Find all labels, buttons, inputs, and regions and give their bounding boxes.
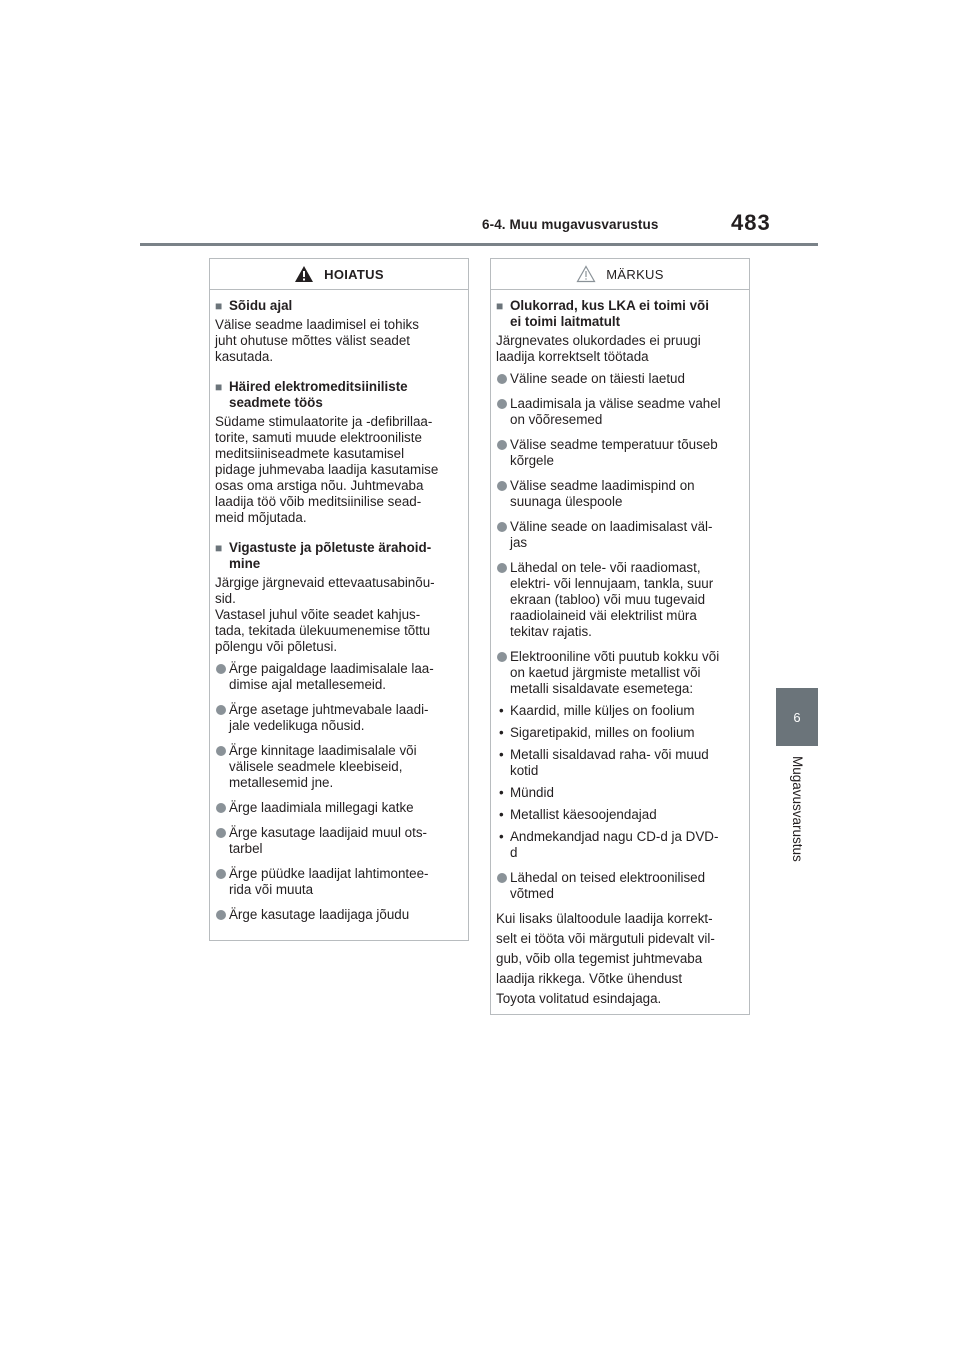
list-item-text: võtmed [510, 886, 554, 901]
list-item-text: suunaga ülespoole [510, 494, 623, 509]
body-line: torite, samuti muude elektrooniliste [215, 430, 422, 445]
dash-list-item: • Kaardid, mille küljes on foolium [499, 703, 695, 718]
body-line: Järgnevates olukordades ei pruugi [496, 333, 701, 348]
list-item-text: elektri- või lennujaam, tankla, suur [510, 576, 714, 591]
list-item [215, 743, 460, 791]
list-item-text: Ärge paigaldage laadimisalale laa- [229, 661, 434, 676]
bullet-dot-icon [215, 825, 229, 857]
list-item-text: kotid [510, 763, 539, 778]
warning-box [209, 258, 469, 941]
section-heading-text: seadmete töös [229, 395, 323, 410]
bullet-dot-icon [496, 396, 510, 428]
list-item-text: välisele seadmele kleebiseid, [229, 759, 403, 774]
dash-list-item: • Sigaretipakid, milles on foolium [499, 725, 695, 740]
list-item-text: Välise seadme temperatuur tõuseb [510, 437, 718, 452]
section-heading [496, 298, 741, 330]
list-item [496, 870, 741, 902]
warning-triangle-outline-icon [576, 265, 596, 283]
body-line: kasutada. [215, 349, 274, 364]
section-heading [215, 298, 460, 314]
chapter-tab[interactable] [776, 688, 818, 746]
list-item [496, 478, 741, 510]
bullet-dot-icon [215, 907, 229, 923]
list-item-text: tekitav rajatis. [510, 624, 592, 639]
list-item-text: Ärge kasutage laadijaid muul ots- [229, 825, 427, 840]
list-item-text: Laadimisala ja välise seadme vahel [510, 396, 721, 411]
list-item [496, 519, 741, 551]
body-line: sid. [215, 591, 236, 606]
body-line: Välise seadme laadimisel ei tohiks [215, 317, 419, 332]
list-item [496, 396, 741, 428]
list-item-text: Andmekandjad nagu CD-d ja DVD- [510, 829, 719, 844]
list-item [496, 560, 741, 640]
list-item-text: Ärge laadimiala millegagi katke [229, 800, 414, 815]
list-item [215, 800, 460, 816]
dash-list-item: • Andmekandjad nagu CD-d ja DVD- d [499, 829, 719, 860]
body-line: Südame stimulaatorite ja -defibrillaa- [215, 414, 433, 429]
warning-title: HOIATUS [324, 266, 384, 282]
warning-triangle-filled-icon [294, 265, 314, 283]
body-line: Kui lisaks ülaltoodule laadija korrekt- [496, 911, 713, 926]
body-line: osas oma arstiga nõu. Juhtmevaba [215, 478, 424, 493]
list-item-text: Välise seadme laadimispind on [510, 478, 695, 493]
notice-box-body [491, 290, 749, 1009]
list-item-text: metallesemid jne. [229, 775, 334, 790]
body-line: põlengu või põletusi. [215, 639, 338, 654]
list-item-text: Ärge püüdke laadijat lahtimontee- [229, 866, 429, 881]
notice-box-header [491, 259, 749, 290]
body-line: Vastasel juhul võite seadet kahjus- [215, 607, 421, 622]
section-heading-text: Vigastuste ja põletuste ärahoid- [229, 540, 432, 555]
list-item-text: Ärge kasutage laadijaga jõudu [229, 907, 410, 922]
list-item-text: Väline seade on laadimisalast väl- [510, 519, 713, 534]
bullet-dot-icon [215, 800, 229, 816]
list-item-text: dimise ajal metallesemeid. [229, 677, 387, 692]
section-heading-text: ei toimi laitmatult [510, 314, 621, 329]
list-item-text: Väline seade on täiesti laetud [510, 371, 685, 386]
warning-box-header [210, 259, 468, 290]
section-heading-text: Häired elektromeditsiiniliste [229, 379, 408, 394]
body-line: juht ohutuse mõttes välist seadet [215, 333, 411, 348]
list-item-text: on kaetud järgmiste metallist või [510, 665, 701, 680]
list-item [215, 661, 460, 693]
bullet-dot-icon [496, 437, 510, 469]
list-item-text: on võõresemed [510, 412, 603, 427]
body-line: meid mõjutada. [215, 510, 307, 525]
list-item [215, 866, 460, 898]
body-line: gub, võib olla tegemist juhtmevaba [496, 951, 703, 966]
section-heading [215, 379, 460, 411]
list-item-text: kõrgele [510, 453, 554, 468]
list-item [215, 702, 460, 734]
list-item-text: Ärge kinnitage laadimisalale või [229, 743, 417, 758]
bullet-dot-icon [215, 702, 229, 734]
dash-list-item: • Mündid [499, 785, 554, 800]
list-item-text: Kaardid, mille küljes on foolium [510, 703, 695, 718]
list-item [215, 825, 460, 857]
body-line: meditsiiniseadmete kasutamisel [215, 446, 405, 461]
list-item-text: Ärge asetage juhtmevabale laadi- [229, 702, 429, 717]
bullet-dot-icon [496, 371, 510, 387]
list-item-text: rida või muuta [229, 882, 314, 897]
body-line: Toyota volitatud esindajaga. [496, 991, 662, 1006]
bullet-dot-icon [215, 661, 229, 693]
bullet-dot-icon [215, 866, 229, 898]
list-item-text: jale vedelikuga nõusid. [229, 718, 365, 733]
notice-title: MÄRKUS [606, 266, 664, 282]
section-heading [215, 540, 460, 572]
square-bullet-icon: ■ [215, 541, 223, 555]
dash-list-item: • Metalli sisaldavad raha- või muud kotid [499, 747, 709, 778]
list-item-text: raadiolaineid väi elektrilist müra [510, 608, 697, 623]
list-item-text: Lähedal on teised elektroonilised [510, 870, 706, 885]
closing-paragraph [496, 909, 741, 1009]
list-item-text: Mündid [510, 785, 554, 800]
list-item-text: Sigaretipakid, milles on foolium [510, 725, 695, 740]
body-line: laadija korrektselt töötada [496, 349, 649, 364]
list-item-text: Metallist käesoojendajad [510, 807, 657, 822]
list-item-text: tarbel [229, 841, 263, 856]
bullet-dot-icon [496, 649, 510, 697]
section-heading-text: mine [229, 556, 261, 571]
list-item [496, 371, 741, 387]
list-item [496, 437, 741, 469]
bullet-dot-icon [496, 560, 510, 640]
notice-box [490, 258, 750, 1015]
bullet-dot-icon [496, 519, 510, 551]
list-item-text: ekraan (tabloo) või muu tugevaid [510, 592, 706, 607]
section-heading-text: Olukorrad, kus LKA ei toimi või [510, 298, 709, 313]
list-item-text: jas [510, 535, 528, 550]
list-item [215, 907, 460, 923]
page-number: 483 [731, 210, 771, 235]
list-item-text: Lähedal on tele- või raadiomast, [510, 560, 701, 575]
dash-list-item: • Metallist käesoojendajad [499, 807, 657, 822]
warning-box-body [210, 290, 468, 923]
section-title: 6-4. Muu mugavusvarustus [482, 217, 659, 232]
header-divider [140, 243, 818, 246]
list-item [496, 649, 741, 697]
list-item-text: Elektrooniline võti puutub kokku või [510, 649, 720, 664]
square-bullet-icon: ■ [496, 299, 504, 313]
body-line: selt ei tööta või märgutuli pidevalt vil- [496, 931, 715, 946]
list-item-text: d [510, 845, 518, 860]
bullet-dot-icon [496, 870, 510, 902]
chapter-label: Mugavusvarustus [790, 756, 805, 862]
body-line: laadija töö võib meditsiinilise sead- [215, 494, 422, 509]
body-line: tada, tekitada ülekuumenemise tõttu [215, 623, 431, 638]
body-line: pidage juhmevaba laadija kasutamise [215, 462, 439, 477]
square-bullet-icon: ■ [215, 380, 223, 394]
bullet-dot-icon [215, 743, 229, 791]
section-heading-text: Sõidu ajal [229, 298, 293, 313]
list-item-text: metalli sisaldavate esemetega: [510, 681, 694, 696]
body-line: laadija rikkega. Võtke ühendust [496, 971, 683, 986]
chapter-number: 6 [793, 709, 801, 725]
bullet-dot-icon [496, 478, 510, 510]
body-line: Järgige järgnevaid ettevaatusabinõu- [215, 575, 435, 590]
list-item-text: Metalli sisaldavad raha- või muud [510, 747, 709, 762]
square-bullet-icon: ■ [215, 299, 223, 313]
